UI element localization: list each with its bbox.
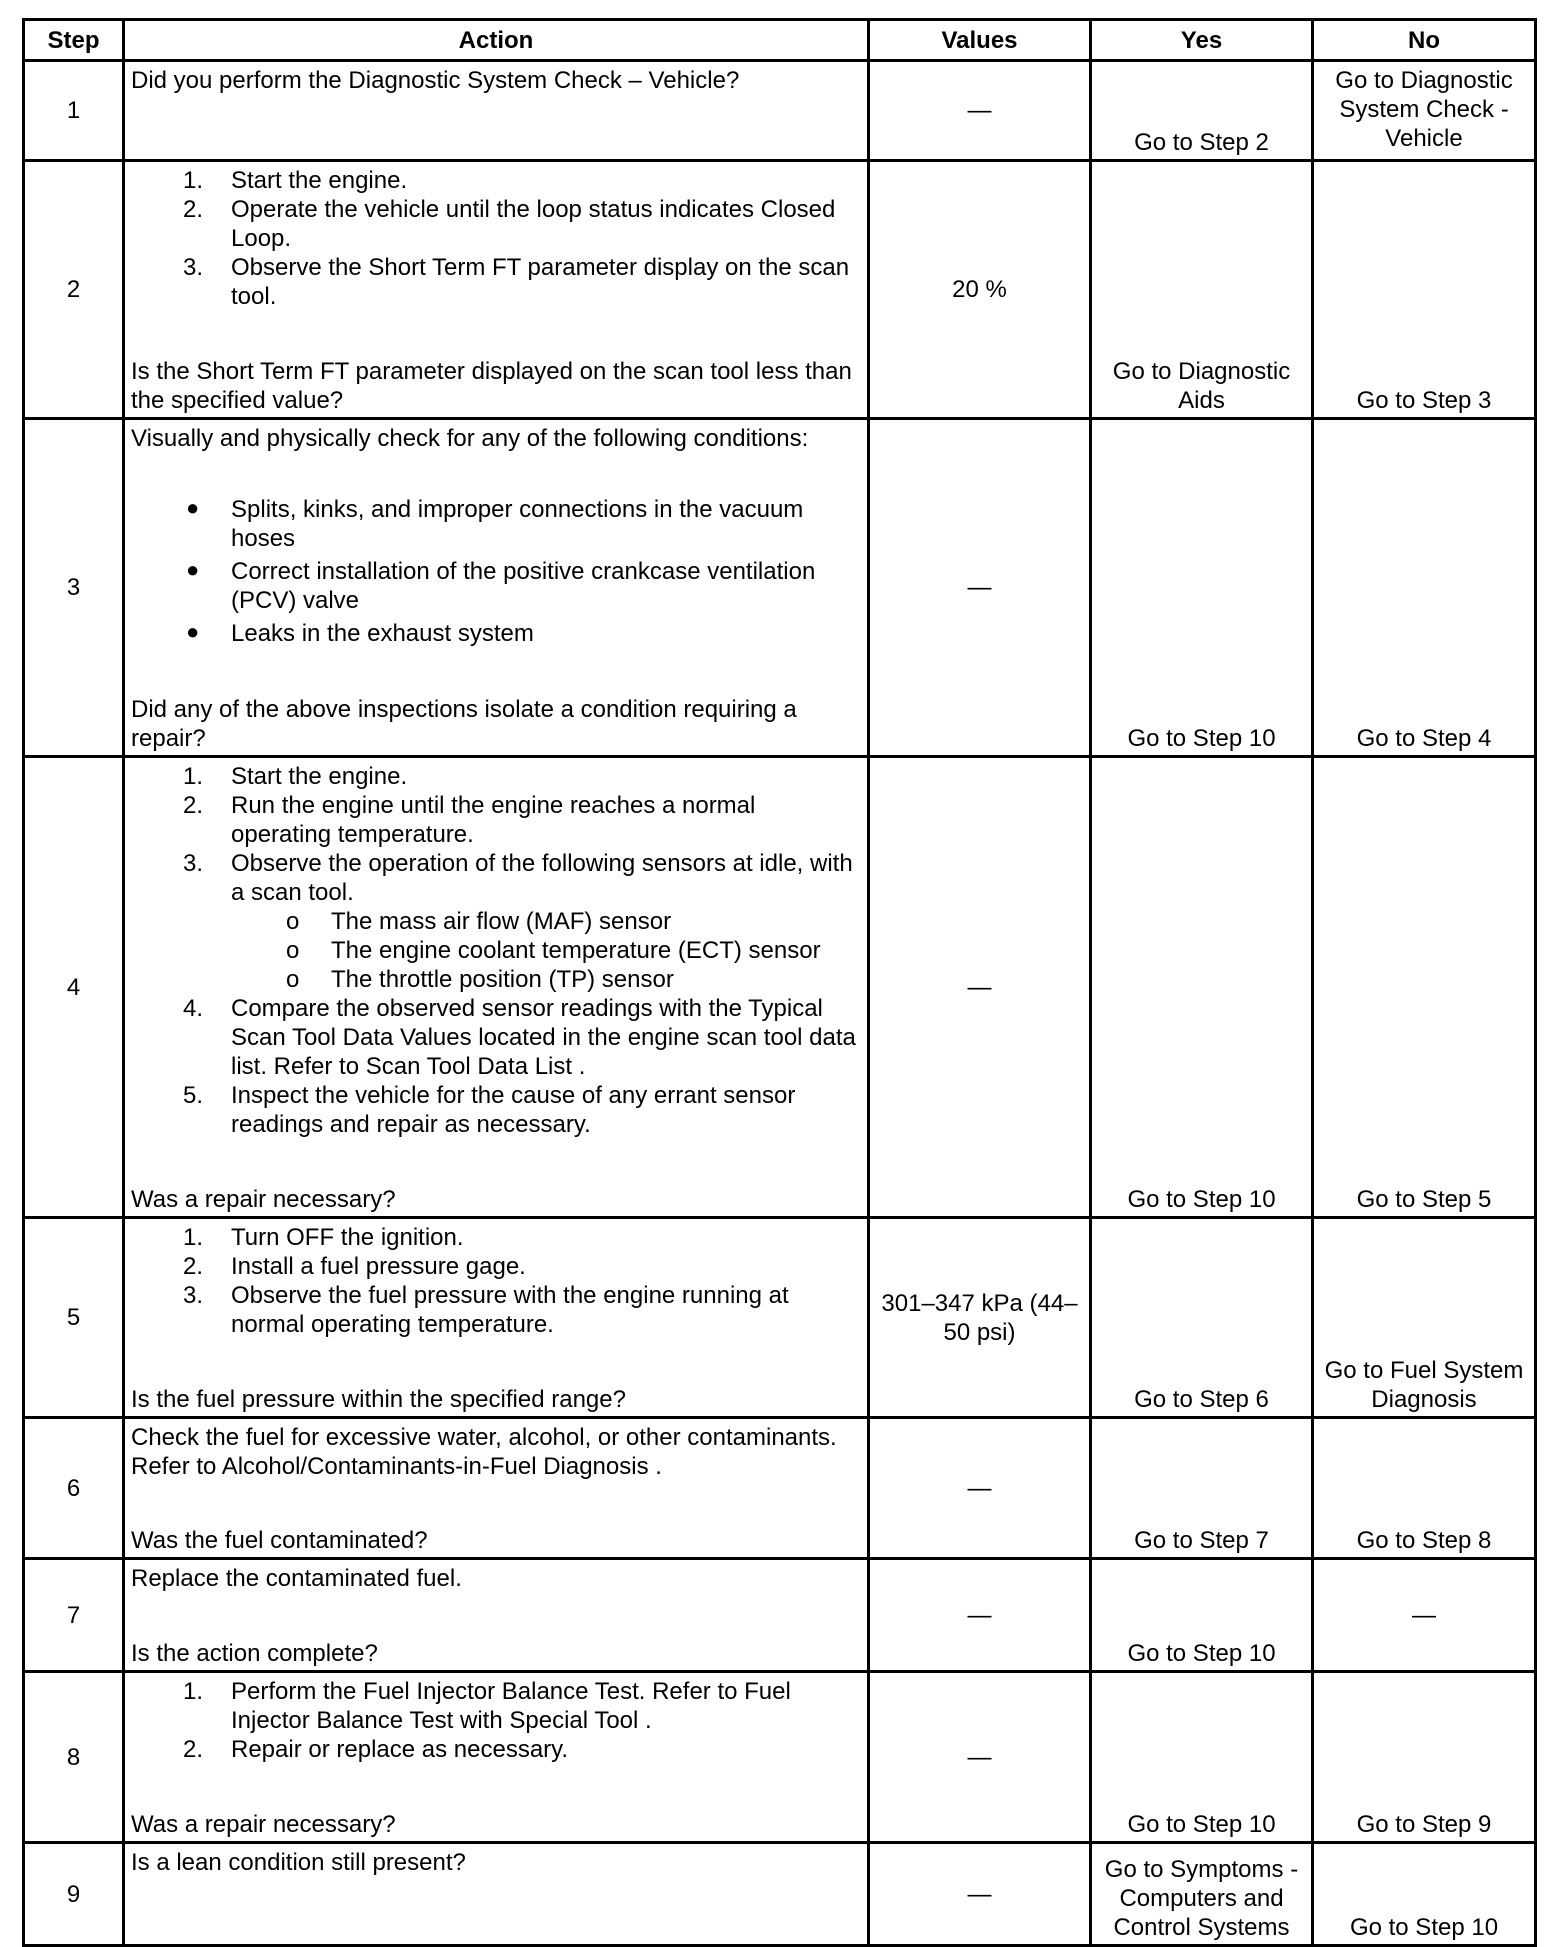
list-item: ● Splits, kinks, and improper connections in the vacuum hoses	[186, 495, 804, 552]
sub-list-item: o The mass air flow (MAF) sensor	[286, 908, 672, 935]
action-text: Replace the contaminated fuel.	[131, 1565, 462, 1592]
action-text: Did you perform the Diagnostic System Check – Vehicle?	[131, 67, 740, 94]
value-cell	[869, 1218, 1091, 1418]
list-item: 2. Operate the vehicle until the loop status indicates Closed Loop.	[183, 196, 836, 252]
no-cell	[1313, 757, 1536, 1218]
value-cell: —	[869, 1672, 1091, 1843]
sub-list-item: o The throttle position (TP) sensor	[286, 966, 674, 993]
action-cell	[124, 1672, 869, 1843]
action-cell	[124, 757, 869, 1218]
yes-cell	[1091, 1672, 1313, 1843]
yes-text: Go to Symptoms - Computers and Control Systems	[1104, 1856, 1299, 1941]
value-cell: —	[869, 1418, 1091, 1559]
header-row	[24, 20, 1536, 61]
yes-cell	[1091, 1843, 1313, 1946]
list-item: ● Correct installation of the positive crankcase ventilation (PCV) valve	[186, 557, 816, 614]
list-item: 1. Start the engine.	[183, 167, 408, 194]
list-item: 2. Run the engine until the engine reaches a normal operating temperature.	[183, 792, 756, 848]
diagnostic-table-container	[22, 18, 1534, 1947]
list-item: 1. Perform the Fuel Injector Balance Test. Refer to Fuel Injector Balance Test with Special Tool .	[183, 1678, 791, 1734]
yes-cell	[1091, 757, 1313, 1218]
list-item: 1. Start the engine.	[183, 763, 408, 790]
value-cell: 20 %	[869, 161, 1091, 419]
yes-cell	[1091, 419, 1313, 757]
header-action: Action	[124, 20, 869, 61]
step-number: 6	[24, 1418, 124, 1559]
action-cell	[124, 1843, 869, 1946]
table-row-step-2	[24, 161, 1536, 419]
yes-cell	[1091, 61, 1313, 161]
no-text: Go to Step 5	[1356, 1186, 1492, 1213]
no-cell	[1313, 1672, 1536, 1843]
list-item: 5. Inspect the vehicle for the cause of any errant sensor readings and repair as necessary.	[183, 1082, 796, 1138]
no-cell	[1313, 419, 1536, 757]
no-cell	[1313, 1843, 1536, 1946]
no-cell	[1313, 61, 1536, 161]
value-text: 301–347 kPa (44–50 psi)	[881, 1289, 1078, 1346]
action-cell	[124, 61, 869, 161]
no-cell	[1313, 161, 1536, 419]
action-intro: Visually and physically check for any of the following conditions:	[131, 425, 809, 452]
step-number: 5	[24, 1218, 124, 1418]
table-row-step-5	[24, 1218, 1536, 1418]
value-cell: —	[869, 1559, 1091, 1672]
list-item: 3. Observe the operation of the following sensors at idle, with a scan tool.	[183, 850, 853, 906]
no-text: Go to Step 3	[1356, 387, 1492, 414]
yes-cell	[1091, 1218, 1313, 1418]
no-cell	[1313, 1418, 1536, 1559]
action-cell	[124, 419, 869, 757]
no-text: Go to Diagnostic System Check - Vehicle	[1335, 67, 1513, 152]
step-number: 8	[24, 1672, 124, 1843]
no-text: Go to Fuel System Diagnosis	[1324, 1357, 1524, 1413]
yes-cell	[1091, 161, 1313, 419]
action-cell	[124, 161, 869, 419]
action-cell	[124, 1218, 869, 1418]
table-row-step-3	[24, 419, 1536, 757]
step-number: 9	[24, 1843, 124, 1946]
sub-list-item: o The engine coolant temperature (ECT) sensor	[286, 937, 821, 964]
value-cell: —	[869, 1843, 1091, 1946]
yes-text: Go to Step 10	[1127, 1640, 1276, 1667]
action-question: Was a repair necessary?	[131, 1811, 396, 1838]
action-question: Is the Short Term FT parameter displayed on the scan tool less than the specified value?	[131, 358, 852, 414]
step-number: 4	[24, 757, 124, 1218]
header-yes: Yes	[1091, 20, 1313, 61]
action-question: Was the fuel contaminated?	[131, 1527, 428, 1554]
yes-text: Go to Step 10	[1127, 725, 1276, 752]
step-number: 3	[24, 419, 124, 757]
action-question: Is the fuel pressure within the specified range?	[131, 1386, 626, 1413]
yes-text: Go to Step 6	[1134, 1386, 1269, 1413]
no-text: Go to Step 8	[1356, 1527, 1492, 1554]
value-cell: —	[869, 61, 1091, 161]
list-item: ● Leaks in the exhaust system	[186, 619, 534, 647]
action-text: Is a lean condition still present?	[131, 1849, 466, 1876]
no-text: Go to Step 10	[1349, 1914, 1499, 1941]
no-cell	[1313, 1218, 1536, 1418]
yes-cell	[1091, 1559, 1313, 1672]
value-cell: —	[869, 757, 1091, 1218]
action-text: Check the fuel for excessive water, alcohol, or other contaminants. Refer to Alcohol/Contaminants-in-Fuel Diagnosis .	[131, 1424, 837, 1480]
table-row-step-7	[24, 1559, 1536, 1672]
yes-text: Go to Step 10	[1127, 1811, 1276, 1838]
step-number: 7	[24, 1559, 124, 1672]
yes-text: Go to Step 7	[1134, 1527, 1269, 1554]
action-question: Was a repair necessary?	[131, 1186, 396, 1213]
list-item: 3. Observe the Short Term FT parameter display on the scan tool.	[183, 254, 850, 310]
step-number: 1	[24, 61, 124, 161]
table-row-step-9	[24, 1843, 1536, 1946]
table-row-step-4	[24, 757, 1536, 1218]
list-item: 2. Install a fuel pressure gage.	[183, 1253, 526, 1280]
list-item: 1. Turn OFF the ignition.	[183, 1224, 464, 1251]
action-cell	[124, 1559, 869, 1672]
header-values: Values	[869, 20, 1091, 61]
step-number: 2	[24, 161, 124, 419]
yes-text: Go to Diagnostic Aids	[1112, 358, 1291, 414]
action-cell	[124, 1418, 869, 1559]
table-row-step-6	[24, 1418, 1536, 1559]
yes-text: Go to Step 2	[1134, 129, 1269, 156]
yes-text: Go to Step 10	[1127, 1186, 1276, 1213]
list-item: 3. Observe the fuel pressure with the engine running at normal operating temperature.	[183, 1282, 789, 1338]
header-no: No	[1313, 20, 1536, 61]
value-cell: —	[869, 419, 1091, 757]
header-step: Step	[24, 20, 124, 61]
no-text: Go to Step 4	[1356, 725, 1492, 752]
table-row-step-8	[24, 1672, 1536, 1843]
yes-cell	[1091, 1418, 1313, 1559]
diagnostic-table	[22, 18, 1537, 1947]
action-question: Is the action complete?	[131, 1640, 378, 1667]
list-item: 2. Repair or replace as necessary.	[183, 1736, 569, 1763]
table-row-step-1	[24, 61, 1536, 161]
list-item: 4. Compare the observed sensor readings with the Typical Scan Tool Data Values located in the engine scan tool data list. Refer to Scan Tool Data List .	[183, 995, 856, 1080]
no-text: Go to Step 9	[1356, 1811, 1492, 1838]
action-question: Did any of the above inspections isolate a condition requiring a repair?	[131, 696, 797, 752]
no-cell: —	[1313, 1559, 1536, 1672]
